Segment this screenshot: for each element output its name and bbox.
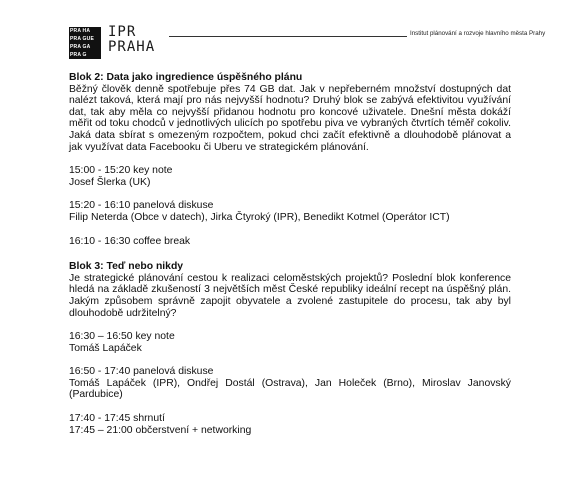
logo-grid-row: PRA G [70,52,87,58]
schedule-item [69,331,511,354]
schedule-speaker: Filip Neterda (Obce v datech), Jirka Čtyroký (IPR), Benedikt Kotmel (Operátor ICT) [69,211,450,223]
document-body [69,72,511,436]
schedule-time: 15:00 - 15:20 key note [69,165,173,177]
schedule-item [69,413,511,436]
logo-line-praha: PRAHA [108,39,156,55]
block-3-description: Je strategické plánování cestou k realizaci celoměstských projektů? Poslední blok konference hledá na základě zkušeností 3 největších měst České republiky ideální recept na úspěšný plán. Jakým způsobem správně zapojit obyvatele a zvolené zastupitele do procesu, tak aby byl dlouhodobě udržitelný? [69,272,511,319]
schedule-item [69,236,511,248]
schedule-time: 15:20 - 16:10 panelová diskuse [69,200,214,212]
schedule-item [69,366,511,401]
schedule-speaker: Tomáš Lapáček [69,342,142,354]
logo-grid-row: PRA GUE [70,36,94,42]
logo-line-ipr: IPR [108,24,137,40]
header-divider [169,36,407,37]
block-3 [69,261,511,436]
logo-grid-row: PRA HA [70,28,91,34]
schedule-time: 16:30 – 16:50 key note [69,331,175,343]
schedule-time: 17:45 – 21:00 občerstvení + networking [69,424,252,436]
schedule-item [69,165,511,188]
schedule-time: 16:10 - 16:30 coffee break [69,235,191,247]
institute-name: Institut plánování a rozvoje hlavního města Prahy [410,30,546,37]
schedule-item [69,200,511,223]
schedule-speaker: Josef Šlerka (UK) [69,176,151,188]
ipr-logo-wordmark [108,25,168,55]
block-2-title: Blok 2: Data jako ingredience úspěšného plánu [69,72,303,83]
block-3-title: Blok 3: Teď nebo nikdy [69,261,184,273]
schedule-time: 17:40 - 17:45 shrnutí [69,413,165,425]
block-2-description: Běžný člověk denně spotřebuje přes 74 GB dat. Jak v nepřeberném množství dostupných dat nalézt taková, která mají pro nás nejvyšší hodnotu? Druhý blok se zabývá efektivitou využívání dat, tak aby měla co nejvyšší přidanou hodnotu pro koncové uživatele. Dnešní města dokáží měřit od toku chodců v jednotlivých ulicích po spotřebu piva ve vybraných čtvrtích téměř cokoliv. Jaká data sbírat s omezeným rozpočtem, pokud chci začít efektivně a dlouhodobě plánovat a jak využívat data Facebooku či Uberu ve strategickém plánování. [69,83,511,153]
page-header [0,0,582,70]
block-2 [69,72,511,247]
ipr-logo-mark [69,27,101,59]
schedule-time: 16:50 - 17:40 panelová diskuse [69,366,214,378]
logo-grid-row: PRA GA [70,44,91,50]
schedule-speaker: Tomáš Lapáček (IPR), Ondřej Dostál (Ostrava), Jan Holeček (Brno), Miroslav Janovský (Pardubice) [69,377,511,401]
